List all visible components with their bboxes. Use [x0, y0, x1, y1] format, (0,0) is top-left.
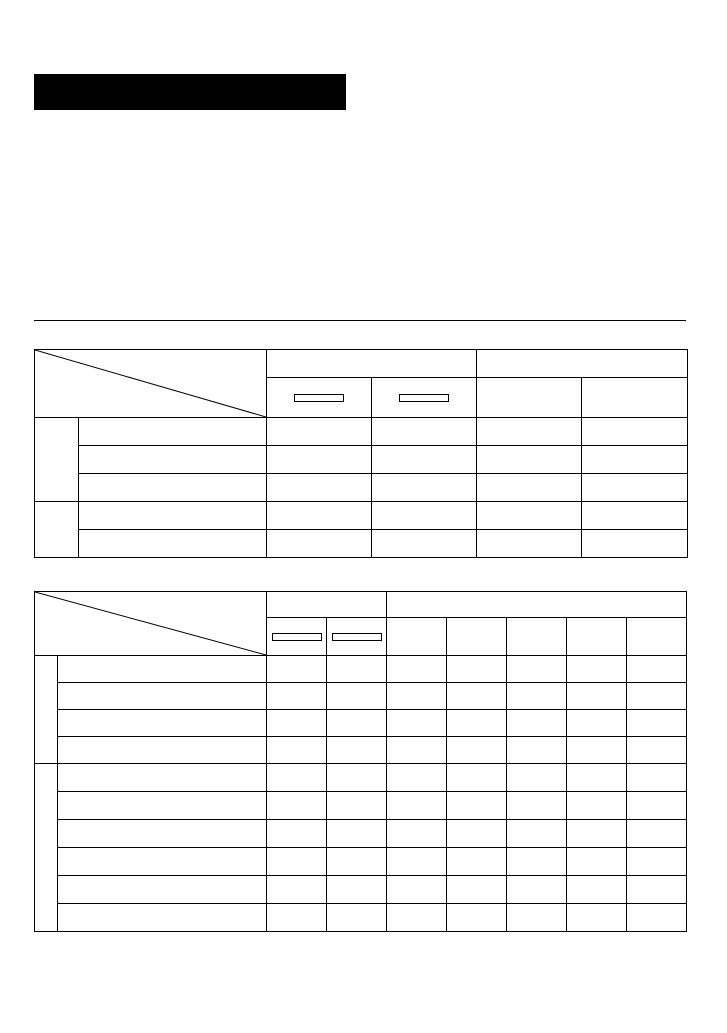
table-cell — [567, 848, 627, 876]
table-cell — [567, 764, 627, 792]
table-cell — [477, 474, 582, 502]
row-label — [58, 792, 267, 820]
table-cell — [267, 474, 372, 502]
table-cell — [267, 848, 327, 876]
table-cell — [267, 764, 327, 792]
section-label-2 — [35, 502, 79, 558]
subheader-cell-3 — [387, 618, 447, 656]
table-cell — [567, 904, 627, 932]
table-cell — [507, 876, 567, 904]
table-cell — [267, 446, 372, 474]
table-cell — [327, 848, 387, 876]
table-cell — [327, 656, 387, 683]
label-box — [332, 633, 382, 641]
table-cell — [582, 474, 688, 502]
table-row — [35, 474, 688, 502]
horizontal-divider — [34, 320, 686, 321]
table-cell — [477, 418, 582, 446]
subheader-cell-4 — [582, 378, 688, 418]
subheader-cell-2 — [327, 618, 387, 656]
group-header-1 — [267, 592, 387, 618]
table-row — [35, 820, 687, 848]
table-cell — [627, 737, 687, 764]
section-label-1 — [35, 656, 58, 764]
table-cell — [627, 656, 687, 683]
label-box — [399, 394, 449, 402]
row-label — [58, 764, 267, 792]
table-cell — [582, 530, 688, 558]
table-cell — [372, 446, 477, 474]
table-cell — [567, 683, 627, 710]
table-cell — [387, 876, 447, 904]
row-label — [58, 710, 267, 737]
spec-table-bottom — [34, 591, 687, 932]
table-cell — [567, 876, 627, 904]
table-cell — [267, 876, 327, 904]
diagonal-header-cell — [35, 350, 267, 418]
table-cell — [507, 710, 567, 737]
table-cell — [627, 904, 687, 932]
table-cell — [447, 848, 507, 876]
table-cell — [447, 904, 507, 932]
table-cell — [507, 656, 567, 683]
table-cell — [327, 737, 387, 764]
table-cell — [267, 820, 327, 848]
subheader-cell-5 — [507, 618, 567, 656]
subheader-cell-3 — [477, 378, 582, 418]
row-label — [58, 876, 267, 904]
table-cell — [582, 418, 688, 446]
table-cell — [267, 656, 327, 683]
table-cell — [567, 656, 627, 683]
table-row — [35, 446, 688, 474]
table-row — [35, 502, 688, 530]
table-cell — [267, 737, 327, 764]
table-row — [35, 764, 687, 792]
subheader-cell-1 — [267, 378, 372, 418]
table-cell — [567, 737, 627, 764]
table-cell — [327, 904, 387, 932]
row-label — [79, 502, 267, 530]
table-cell — [327, 683, 387, 710]
table-cell — [447, 737, 507, 764]
table-cell — [387, 683, 447, 710]
table-cell — [387, 764, 447, 792]
row-label — [79, 418, 267, 446]
table-header-row — [35, 592, 687, 618]
table-cell — [567, 710, 627, 737]
table-cell — [627, 764, 687, 792]
table-cell — [372, 530, 477, 558]
table-cell — [387, 820, 447, 848]
section-label-1 — [35, 418, 79, 502]
row-label — [58, 904, 267, 932]
section-header-bar — [34, 74, 346, 110]
diagonal-line — [35, 350, 266, 417]
label-box — [294, 394, 344, 402]
group-header-1 — [267, 350, 477, 378]
section-label-2 — [35, 764, 58, 932]
table-cell — [327, 820, 387, 848]
table-cell — [447, 764, 507, 792]
group-header-2 — [387, 592, 687, 618]
table-row — [35, 876, 687, 904]
table-cell — [267, 502, 372, 530]
row-label — [58, 737, 267, 764]
table-cell — [387, 848, 447, 876]
table-row — [35, 710, 687, 737]
table-cell — [627, 820, 687, 848]
table-cell — [477, 502, 582, 530]
table-cell — [387, 656, 447, 683]
row-label — [79, 446, 267, 474]
table-cell — [627, 710, 687, 737]
table-cell — [447, 683, 507, 710]
table-cell — [267, 710, 327, 737]
row-label — [58, 848, 267, 876]
table-cell — [507, 904, 567, 932]
table-cell — [507, 848, 567, 876]
table-cell — [507, 820, 567, 848]
table-cell — [447, 792, 507, 820]
subheader-cell-6 — [567, 618, 627, 656]
row-label — [79, 474, 267, 502]
table-row — [35, 683, 687, 710]
table-cell — [627, 792, 687, 820]
table-cell — [582, 446, 688, 474]
table-row — [35, 418, 688, 446]
table-cell — [387, 737, 447, 764]
table-cell — [267, 904, 327, 932]
subheader-cell-1 — [267, 618, 327, 656]
table-header-row — [35, 350, 688, 378]
table-cell — [267, 530, 372, 558]
table-cell — [387, 904, 447, 932]
table-cell — [327, 764, 387, 792]
table-cell — [477, 446, 582, 474]
table-cell — [387, 710, 447, 737]
table-cell — [447, 820, 507, 848]
table-cell — [267, 683, 327, 710]
table-cell — [447, 710, 507, 737]
table-row — [35, 792, 687, 820]
table-cell — [327, 792, 387, 820]
diagonal-line — [35, 592, 266, 655]
table-cell — [372, 474, 477, 502]
table-cell — [387, 792, 447, 820]
table-cell — [447, 656, 507, 683]
table-cell — [582, 502, 688, 530]
subheader-cell-4 — [447, 618, 507, 656]
table-cell — [567, 820, 627, 848]
table-cell — [507, 683, 567, 710]
table-cell — [447, 876, 507, 904]
table-row — [35, 848, 687, 876]
table-cell — [627, 683, 687, 710]
row-label — [58, 656, 267, 683]
spec-table-top — [34, 349, 688, 558]
table-cell — [267, 792, 327, 820]
subheader-cell-7 — [627, 618, 687, 656]
table-cell — [627, 876, 687, 904]
table-cell — [372, 418, 477, 446]
row-label — [58, 820, 267, 848]
label-box — [272, 633, 322, 641]
table-cell — [477, 530, 582, 558]
table-cell — [372, 502, 477, 530]
table-cell — [507, 764, 567, 792]
table-row — [35, 530, 688, 558]
table-cell — [627, 848, 687, 876]
table-row — [35, 656, 687, 683]
table-row — [35, 904, 687, 932]
table-cell — [567, 792, 627, 820]
table-cell — [507, 792, 567, 820]
table-cell — [267, 418, 372, 446]
table-cell — [507, 737, 567, 764]
subheader-cell-2 — [372, 378, 477, 418]
group-header-2 — [477, 350, 688, 378]
row-label — [58, 683, 267, 710]
table-cell — [327, 876, 387, 904]
table-row — [35, 737, 687, 764]
row-label — [79, 530, 267, 558]
table-cell — [327, 710, 387, 737]
diagonal-header-cell — [35, 592, 267, 656]
